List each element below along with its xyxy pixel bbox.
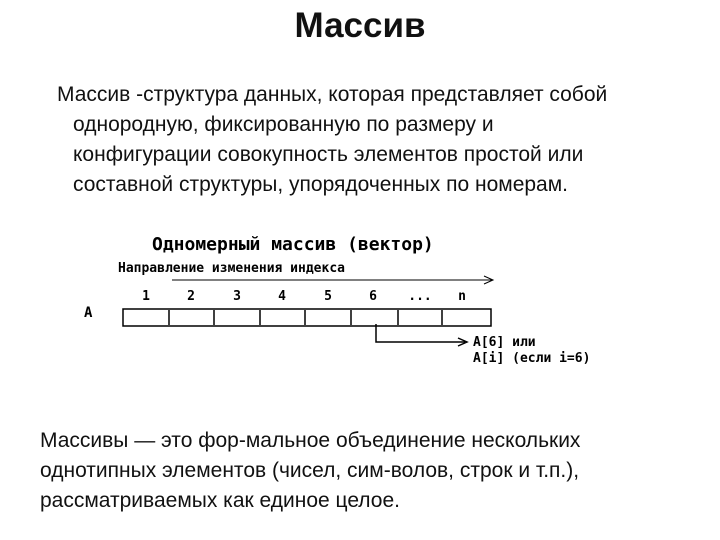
- index-label: 1: [142, 289, 150, 304]
- array-diagram: [80, 230, 680, 375]
- access-example-line-2: A[i] (если i=6): [473, 351, 591, 366]
- diagram-heading: Одномерный массив (вектор): [152, 234, 434, 255]
- index-label: 6: [369, 289, 377, 304]
- definition-line-3: конфигурации совокупность элементов простой или: [73, 143, 584, 166]
- index-label: 5: [324, 289, 332, 304]
- summary-line-1: Массивы — это фор-мальное объединение нескольких: [40, 429, 581, 452]
- array-box: [123, 309, 491, 326]
- definition-line-1: [57, 80, 717, 110]
- cell-dividers: [169, 310, 442, 325]
- page-title: Массив: [294, 6, 426, 45]
- summary-paragraph: [40, 426, 720, 516]
- definition-paragraph: [57, 80, 717, 200]
- summary-line-3: рассматриваемых как единое целое.: [40, 489, 400, 512]
- index-label: 4: [278, 289, 286, 304]
- index-label: 2: [187, 289, 195, 304]
- access-example-line-1: A[6] или: [473, 335, 536, 350]
- summary-line-2: однотипных элементов (чисел, сим-волов, строк и т.п.),: [40, 459, 580, 482]
- index-label: ...: [408, 289, 432, 304]
- definition-line-1-rest: -структура данных, которая представляет собой: [130, 83, 608, 106]
- index-label: 3: [233, 289, 241, 304]
- index-label: n: [458, 289, 466, 304]
- array-name-label: A: [84, 305, 93, 321]
- definition-line-2: однородную, фиксированную по размеру и: [73, 113, 494, 136]
- direction-label: Направление изменения индекса: [118, 261, 345, 276]
- definition-line-4: составной структуры, упорядоченных по номерам.: [73, 173, 569, 196]
- index-row: [142, 289, 466, 304]
- definition-term: Массив: [57, 83, 131, 106]
